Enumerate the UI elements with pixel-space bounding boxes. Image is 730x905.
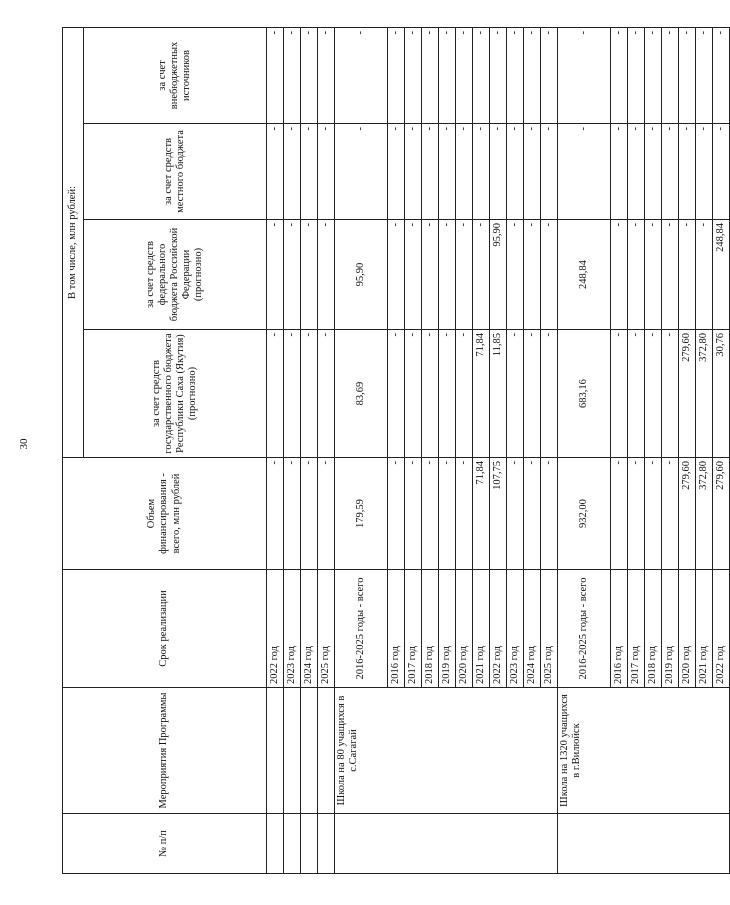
cell-federal: 95,90 bbox=[490, 220, 507, 330]
cell-local: - bbox=[473, 124, 490, 220]
cell-federal: - bbox=[507, 220, 524, 330]
cell-measure bbox=[284, 688, 301, 814]
cell-extra: - bbox=[335, 27, 388, 123]
cell-volume: - bbox=[662, 458, 679, 570]
cell-extra: - bbox=[267, 27, 284, 123]
cell-republic: 71,84 bbox=[473, 330, 490, 458]
cell-local: - bbox=[541, 124, 558, 220]
cell-federal: 248,84 bbox=[713, 220, 730, 330]
cell-volume: - bbox=[284, 458, 301, 570]
cell-num bbox=[284, 814, 301, 874]
cell-federal: - bbox=[645, 220, 662, 330]
cell-num bbox=[267, 814, 284, 874]
cell-republic: - bbox=[524, 330, 541, 458]
table-row bbox=[301, 27, 318, 873]
cell-period: 2016 год bbox=[388, 570, 405, 688]
cell-period: 2019 год bbox=[662, 570, 679, 688]
cell-extra: - bbox=[318, 27, 335, 123]
cell-volume: - bbox=[541, 458, 558, 570]
cell-period: 2025 год bbox=[318, 570, 335, 688]
cell-federal: - bbox=[456, 220, 473, 330]
cell-period: 2016-2025 годы - всего bbox=[335, 570, 388, 688]
cell-local: - bbox=[679, 124, 696, 220]
cell-measure bbox=[301, 688, 318, 814]
cell-local: - bbox=[301, 124, 318, 220]
cell-num bbox=[318, 814, 335, 874]
cell-volume: - bbox=[405, 458, 422, 570]
cell-volume: 71,84 bbox=[473, 458, 490, 570]
cell-republic: - bbox=[541, 330, 558, 458]
cell-volume: - bbox=[524, 458, 541, 570]
cell-republic: - bbox=[301, 330, 318, 458]
cell-volume: - bbox=[439, 458, 456, 570]
table-row bbox=[318, 27, 335, 873]
cell-period: 2024 год bbox=[524, 570, 541, 688]
cell-num bbox=[301, 814, 318, 874]
cell-federal: - bbox=[301, 220, 318, 330]
financing-table bbox=[62, 27, 730, 874]
cell-period: 2016-2025 годы - всего bbox=[558, 570, 611, 688]
cell-period: 2017 год bbox=[628, 570, 645, 688]
cell-local: - bbox=[713, 124, 730, 220]
cell-period: 2020 год bbox=[456, 570, 473, 688]
cell-federal: - bbox=[473, 220, 490, 330]
header-num: № п/п bbox=[63, 814, 267, 874]
cell-local: - bbox=[267, 124, 284, 220]
cell-extra: - bbox=[696, 27, 713, 123]
cell-period: 2023 год bbox=[507, 570, 524, 688]
cell-local: - bbox=[507, 124, 524, 220]
cell-num bbox=[335, 814, 558, 874]
cell-federal: - bbox=[524, 220, 541, 330]
cell-period: 2024 год bbox=[301, 570, 318, 688]
cell-federal: - bbox=[696, 220, 713, 330]
cell-period: 2017 год bbox=[405, 570, 422, 688]
cell-local: - bbox=[662, 124, 679, 220]
cell-republic: - bbox=[662, 330, 679, 458]
page-number: 30 bbox=[18, 438, 30, 450]
cell-local: - bbox=[318, 124, 335, 220]
cell-federal: - bbox=[267, 220, 284, 330]
cell-republic: - bbox=[439, 330, 456, 458]
cell-local: - bbox=[284, 124, 301, 220]
cell-extra: - bbox=[473, 27, 490, 123]
cell-period: 2019 год bbox=[439, 570, 456, 688]
cell-federal: - bbox=[662, 220, 679, 330]
cell-republic: - bbox=[405, 330, 422, 458]
cell-local: - bbox=[335, 124, 388, 220]
cell-extra: - bbox=[439, 27, 456, 123]
cell-period: 2020 год bbox=[679, 570, 696, 688]
cell-volume: - bbox=[422, 458, 439, 570]
cell-republic: - bbox=[284, 330, 301, 458]
header-including: В том числе, млн рублей: bbox=[63, 27, 84, 457]
rotated-page bbox=[62, 28, 726, 874]
cell-measure: Школа на 1320 учащихся в г.Вилюйск bbox=[558, 688, 730, 814]
cell-local: - bbox=[439, 124, 456, 220]
cell-extra: - bbox=[628, 27, 645, 123]
cell-local: - bbox=[456, 124, 473, 220]
cell-volume: - bbox=[611, 458, 628, 570]
cell-local: - bbox=[405, 124, 422, 220]
cell-volume: - bbox=[645, 458, 662, 570]
cell-federal: - bbox=[541, 220, 558, 330]
cell-local: - bbox=[558, 124, 611, 220]
cell-local: - bbox=[524, 124, 541, 220]
cell-period: 2022 год bbox=[490, 570, 507, 688]
cell-extra: - bbox=[456, 27, 473, 123]
cell-volume: - bbox=[388, 458, 405, 570]
cell-volume: 179,59 bbox=[335, 458, 388, 570]
table-row bbox=[335, 27, 388, 873]
cell-republic: - bbox=[507, 330, 524, 458]
cell-period: 2025 год bbox=[541, 570, 558, 688]
cell-volume: 279,60 bbox=[713, 458, 730, 570]
cell-extra: - bbox=[645, 27, 662, 123]
cell-federal: - bbox=[422, 220, 439, 330]
cell-republic: - bbox=[422, 330, 439, 458]
cell-local: - bbox=[611, 124, 628, 220]
header-republic: за счет средств государственного бюджета Республики Саха (Якутия) (прогнозно) bbox=[84, 330, 267, 458]
cell-num bbox=[558, 814, 730, 874]
cell-federal: - bbox=[284, 220, 301, 330]
cell-period: 2018 год bbox=[422, 570, 439, 688]
cell-volume: 279,60 bbox=[679, 458, 696, 570]
cell-federal: - bbox=[611, 220, 628, 330]
header-local: за счет средств местного бюджета bbox=[84, 124, 267, 220]
cell-republic: - bbox=[267, 330, 284, 458]
cell-republic: - bbox=[628, 330, 645, 458]
cell-federal: - bbox=[439, 220, 456, 330]
cell-republic: 279,60 bbox=[679, 330, 696, 458]
cell-extra: - bbox=[405, 27, 422, 123]
header-measure: Мероприятия Программы bbox=[63, 688, 267, 814]
cell-extra: - bbox=[524, 27, 541, 123]
cell-period: 2021 год bbox=[696, 570, 713, 688]
cell-volume: - bbox=[267, 458, 284, 570]
cell-period: 2018 год bbox=[645, 570, 662, 688]
cell-volume: - bbox=[628, 458, 645, 570]
cell-local: - bbox=[628, 124, 645, 220]
cell-extra: - bbox=[301, 27, 318, 123]
cell-extra: - bbox=[662, 27, 679, 123]
cell-volume: - bbox=[301, 458, 318, 570]
cell-extra: - bbox=[679, 27, 696, 123]
cell-volume: - bbox=[507, 458, 524, 570]
cell-republic: 683,16 bbox=[558, 330, 611, 458]
header-extra: за счет внебюджетных источников bbox=[84, 27, 267, 123]
table-body bbox=[267, 27, 730, 873]
cell-republic: 30,76 bbox=[713, 330, 730, 458]
cell-federal: 95,90 bbox=[335, 220, 388, 330]
cell-republic: - bbox=[388, 330, 405, 458]
cell-volume: 932,00 bbox=[558, 458, 611, 570]
cell-republic: 372,80 bbox=[696, 330, 713, 458]
cell-extra: - bbox=[422, 27, 439, 123]
cell-extra: - bbox=[284, 27, 301, 123]
cell-federal: - bbox=[388, 220, 405, 330]
cell-period: 2021 год bbox=[473, 570, 490, 688]
cell-period: 2016 год bbox=[611, 570, 628, 688]
cell-volume: 372,80 bbox=[696, 458, 713, 570]
cell-extra: - bbox=[558, 27, 611, 123]
table-row bbox=[558, 27, 611, 873]
header-volume: Объем финансирования - всего, млн рублей bbox=[63, 458, 267, 570]
cell-republic: 83,69 bbox=[335, 330, 388, 458]
cell-volume: - bbox=[318, 458, 335, 570]
cell-republic: 11,85 bbox=[490, 330, 507, 458]
cell-federal: - bbox=[318, 220, 335, 330]
cell-period: 2022 год bbox=[713, 570, 730, 688]
cell-period: 2023 год bbox=[284, 570, 301, 688]
cell-extra: - bbox=[388, 27, 405, 123]
cell-extra: - bbox=[541, 27, 558, 123]
cell-volume: 107,75 bbox=[490, 458, 507, 570]
cell-local: - bbox=[422, 124, 439, 220]
cell-local: - bbox=[490, 124, 507, 220]
cell-local: - bbox=[388, 124, 405, 220]
cell-extra: - bbox=[713, 27, 730, 123]
header-period: Срок реализации bbox=[63, 570, 267, 688]
cell-measure bbox=[318, 688, 335, 814]
cell-republic: - bbox=[645, 330, 662, 458]
cell-federal: - bbox=[405, 220, 422, 330]
table-row bbox=[284, 27, 301, 873]
cell-federal: 248,84 bbox=[558, 220, 611, 330]
cell-extra: - bbox=[611, 27, 628, 123]
cell-extra: - bbox=[490, 27, 507, 123]
cell-republic: - bbox=[611, 330, 628, 458]
cell-extra: - bbox=[507, 27, 524, 123]
cell-measure: Школа на 80 учащихся в с.Сагагай bbox=[335, 688, 558, 814]
cell-local: - bbox=[645, 124, 662, 220]
cell-republic: - bbox=[318, 330, 335, 458]
cell-republic: - bbox=[456, 330, 473, 458]
table-header bbox=[63, 27, 267, 873]
cell-federal: - bbox=[628, 220, 645, 330]
header-federal: за счет средств федерального бюджета Российской Федерации (прогнозно) bbox=[84, 220, 267, 330]
cell-local: - bbox=[696, 124, 713, 220]
cell-period: 2022 год bbox=[267, 570, 284, 688]
cell-federal: - bbox=[679, 220, 696, 330]
cell-volume: - bbox=[456, 458, 473, 570]
cell-measure bbox=[267, 688, 284, 814]
table-row bbox=[267, 27, 284, 873]
